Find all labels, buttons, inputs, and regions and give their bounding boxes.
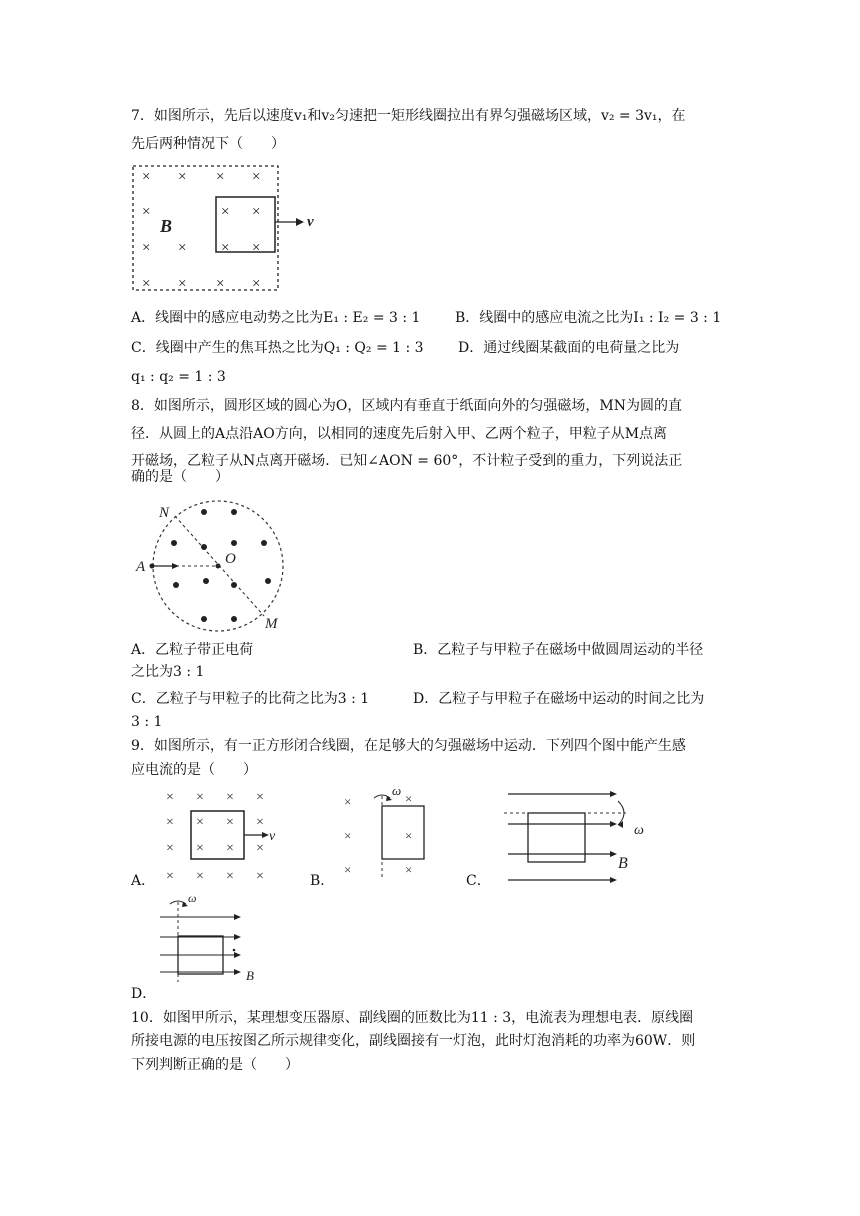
svg-text:×: ×	[216, 276, 225, 292]
svg-text:×: ×	[142, 276, 151, 292]
q9-stem-line2: 应电流的是（ ）	[131, 762, 257, 778]
q8-option-c: C．乙粒子与甲粒子的比荷之比为3 : 1	[131, 691, 370, 707]
q8-point-o: O	[225, 551, 236, 567]
q7-cross: ×	[142, 169, 151, 185]
svg-text:×: ×	[196, 790, 204, 805]
q8-stem-line1: 8．如图所示，圆形区域的圆心为O，区域内有垂直于纸面向外的匀强磁场，MN为圆的直	[131, 398, 682, 414]
svg-text:×: ×	[216, 169, 225, 185]
q7-option-c: C．线圈中产生的焦耳热之比为Q₁ : Q₂ = 1 : 3	[131, 340, 424, 356]
svg-text:×: ×	[221, 240, 230, 256]
svg-text:×: ×	[256, 790, 264, 805]
q9-label-c: C．	[466, 873, 491, 889]
q9-b-omega: ω	[392, 783, 402, 798]
svg-text:×: ×	[256, 841, 264, 856]
q7-stem-line1: 7．如图所示，先后以速度v₁和v₂匀速把一矩形线圈拉出有界匀强磁场区域，v₂ = 3v₁，在	[131, 108, 686, 124]
svg-text:×: ×	[344, 862, 352, 877]
svg-text:×: ×	[196, 841, 204, 856]
svg-text:×: ×	[166, 841, 174, 856]
q9-figure-c	[500, 786, 670, 886]
q9-d-omega: ω	[188, 892, 197, 905]
q9-stem-line1: 9．如图所示，有一正方形闭合线圈，在足够大的匀强磁场中运动．下列四个图中能产生感	[131, 738, 686, 754]
svg-text:×: ×	[405, 862, 413, 877]
q8-option-d-line1: D．乙粒子与甲粒子在磁场中运动的时间之比为	[413, 691, 705, 707]
svg-text:×: ×	[344, 828, 352, 843]
q8-option-b-line1: B．乙粒子与甲粒子在磁场中做圆周运动的半径	[413, 642, 704, 658]
q8-point-n: N	[159, 505, 170, 521]
q8-figure	[130, 492, 290, 632]
svg-text:×: ×	[252, 276, 261, 292]
svg-text:×: ×	[196, 815, 204, 830]
svg-text:×: ×	[226, 790, 234, 805]
q9-figure-a	[160, 785, 285, 890]
q9-c-field: B	[618, 855, 628, 872]
svg-text:×: ×	[142, 240, 151, 256]
q9-c-omega: ω	[634, 823, 644, 838]
q8-stem-line3: 开磁场，乙粒子从N点离开磁场．已知∠AON = 60°，不计粒子受到的重力，下列说法正	[131, 453, 683, 469]
svg-text:×: ×	[405, 791, 413, 806]
svg-text:×: ×	[178, 276, 187, 292]
q7-option-a: A．线圈中的感应电动势之比为E₁ : E₂ = 3 : 1	[131, 310, 421, 326]
q7-velocity-label: v	[307, 214, 314, 230]
svg-text:×: ×	[166, 815, 174, 830]
q7-field-label: B	[160, 216, 173, 236]
svg-text:×: ×	[226, 869, 234, 884]
q7-option-d-line1: D．通过线圈某截面的电荷量之比为	[458, 340, 680, 356]
svg-text:×: ×	[178, 169, 187, 185]
q8-option-a: A．乙粒子带正电荷	[131, 642, 254, 658]
q10-stem-line2: 所接电源的电压按图乙所示规律变化，副线圈接有一灯泡，此时灯泡消耗的功率为60W．则	[131, 1033, 696, 1049]
svg-text:×: ×	[252, 169, 261, 185]
svg-text:×: ×	[196, 869, 204, 884]
svg-text:×: ×	[166, 869, 174, 884]
q8-point-a: A	[136, 559, 146, 575]
svg-text:×: ×	[405, 828, 413, 843]
svg-text:×: ×	[178, 240, 187, 256]
q9-a-velocity: v	[269, 829, 276, 844]
q7-figure	[128, 160, 328, 295]
q8-stem-line2: 径．从圆上的A点沿AO方向，以相同的速度先后射入甲、乙两个粒子，甲粒子从M点离	[131, 426, 668, 442]
q10-stem-line1: 10．如图甲所示，某理想变压器原、副线圈的匝数比为11 : 3，电流表为理想电表．原线圈	[131, 1010, 694, 1026]
svg-text:×: ×	[226, 841, 234, 856]
svg-text:×: ×	[226, 815, 234, 830]
svg-text:×: ×	[142, 204, 151, 220]
q8-point-m: M	[265, 616, 278, 632]
q9-figure-b	[338, 782, 433, 887]
q7-stem-line2: 先后两种情况下（ ）	[131, 136, 285, 152]
q10-stem-line3: 下列判断正确的是（ ）	[131, 1057, 299, 1073]
svg-text:×: ×	[221, 204, 230, 220]
q8-option-d-line2: 3 : 1	[131, 714, 163, 730]
q7-option-b: B．线圈中的感应电流之比为I₁ : I₂ = 3 : 1	[455, 310, 722, 326]
svg-text:×: ×	[166, 790, 174, 805]
svg-text:×: ×	[256, 869, 264, 884]
q9-d-field: B	[246, 968, 254, 983]
q9-label-a: A．	[131, 873, 156, 889]
q9-figure-d	[150, 892, 265, 987]
q8-option-b-line2: 之比为3 : 1	[131, 664, 205, 680]
q9-label-d: D．	[131, 986, 157, 1002]
svg-text:×: ×	[252, 204, 261, 220]
svg-text:×: ×	[256, 815, 264, 830]
q8-stem-line4: 确的是（ ）	[131, 469, 229, 485]
svg-text:×: ×	[344, 794, 352, 809]
q7-option-d-line2: q₁ : q₂ = 1 : 3	[131, 369, 226, 385]
q9-label-b: B．	[310, 873, 335, 889]
svg-text:×: ×	[252, 240, 261, 256]
